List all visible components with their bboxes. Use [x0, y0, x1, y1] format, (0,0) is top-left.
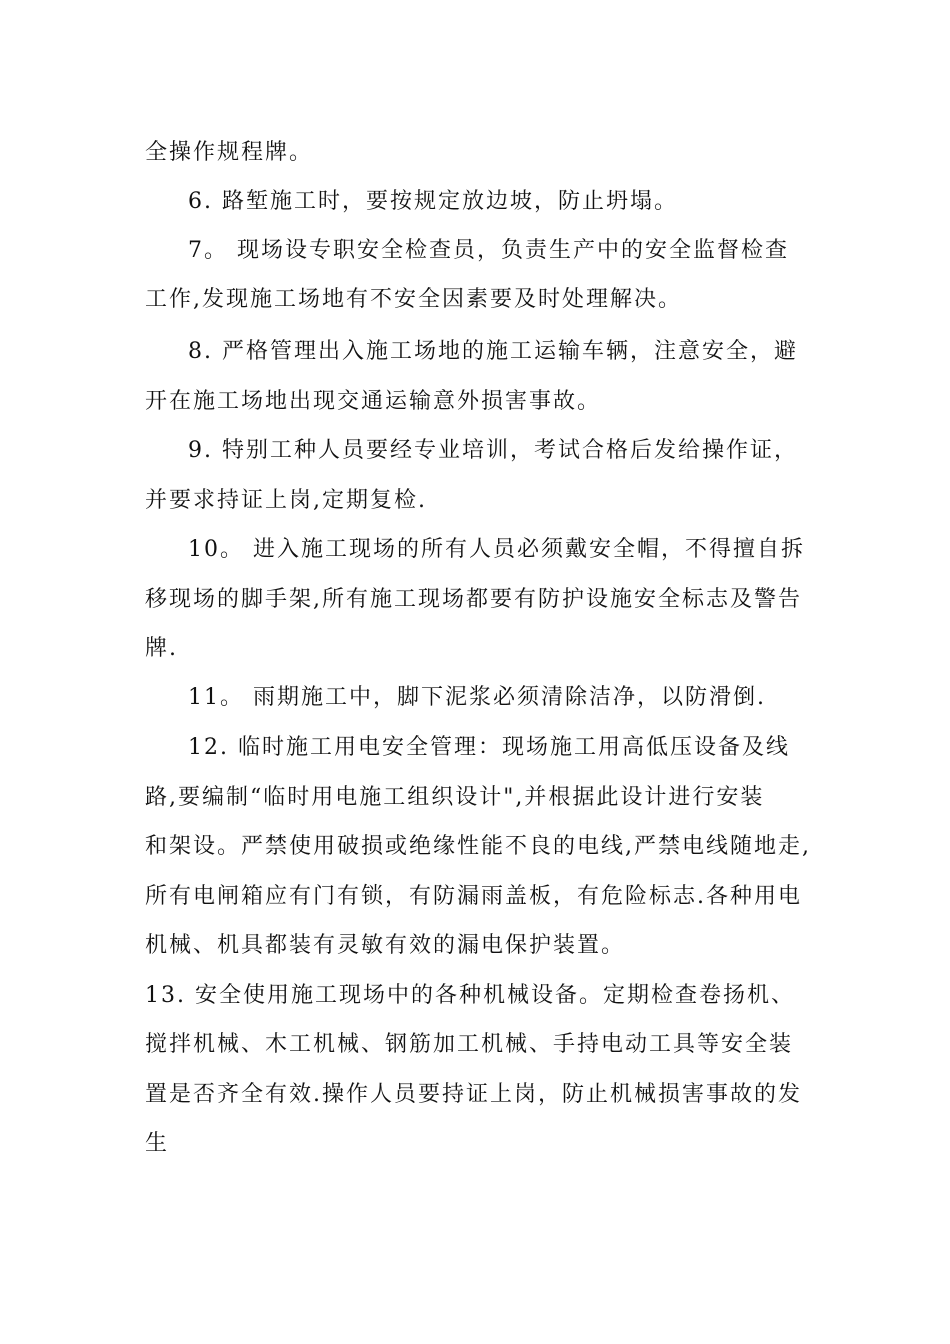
text-line: 置是否齐全有效.操作人员要持证上岗，防止机械损害事故的发 — [145, 1082, 802, 1107]
text-line: 12. 临时施工用电安全管理：现场施工用高低压设备及线 — [188, 735, 790, 760]
text-line: 8. 严格管理出入施工场地的施工运输车辆，注意安全，避 — [188, 339, 798, 364]
text-line: 生 — [145, 1131, 170, 1156]
text-line: 搅拌机械、木工机械、钢筋加工机械、手持电动工具等安全装 — [145, 1032, 794, 1057]
text-line: 13. 安全使用施工现场中的各种机械设备。定期检查卷扬机、 — [145, 983, 795, 1008]
text-line: 路,要编制“临时用电施工组织设计",并根据此设计进行安装 — [145, 785, 765, 810]
text-line: 牌. — [145, 636, 178, 661]
text-line: 移现场的脚手架,所有施工现场都要有防护设施安全标志及警告 — [145, 587, 802, 612]
text-line: 全操作规程牌。 — [145, 140, 314, 165]
text-line: 机械、机具都装有灵敏有效的漏电保护装置。 — [145, 933, 626, 958]
text-line: 11。 雨期施工中，脚下泥浆必须清除洁净，以防滑倒. — [188, 685, 766, 710]
text-line: 6. 路堑施工时，要按规定放边坡，防止坍塌。 — [188, 189, 678, 214]
text-line: 所有电闸箱应有门有锁，有防漏雨盖板，有危险标志.各种用电 — [145, 884, 802, 909]
text-line: 工作,发现施工场地有不安全因素要及时处理解决。 — [145, 287, 682, 312]
text-line: 10。 进入施工现场的所有人员必须戴安全帽，不得擅自拆 — [188, 537, 805, 562]
text-line: 9. 特别工种人员要经专业培训，考试合格后发给操作证， — [188, 438, 798, 463]
text-line: 并要求持证上岗,定期复检. — [145, 488, 427, 513]
text-line: 7。 现场设专职安全检查员，负责生产中的安全监督检查 — [188, 238, 789, 263]
text-line: 和架设。严禁使用破损或绝缘性能不良的电线,严禁电线随地走, — [145, 834, 811, 859]
text-line: 开在施工场地出现交通运输意外损害事故。 — [145, 389, 602, 414]
